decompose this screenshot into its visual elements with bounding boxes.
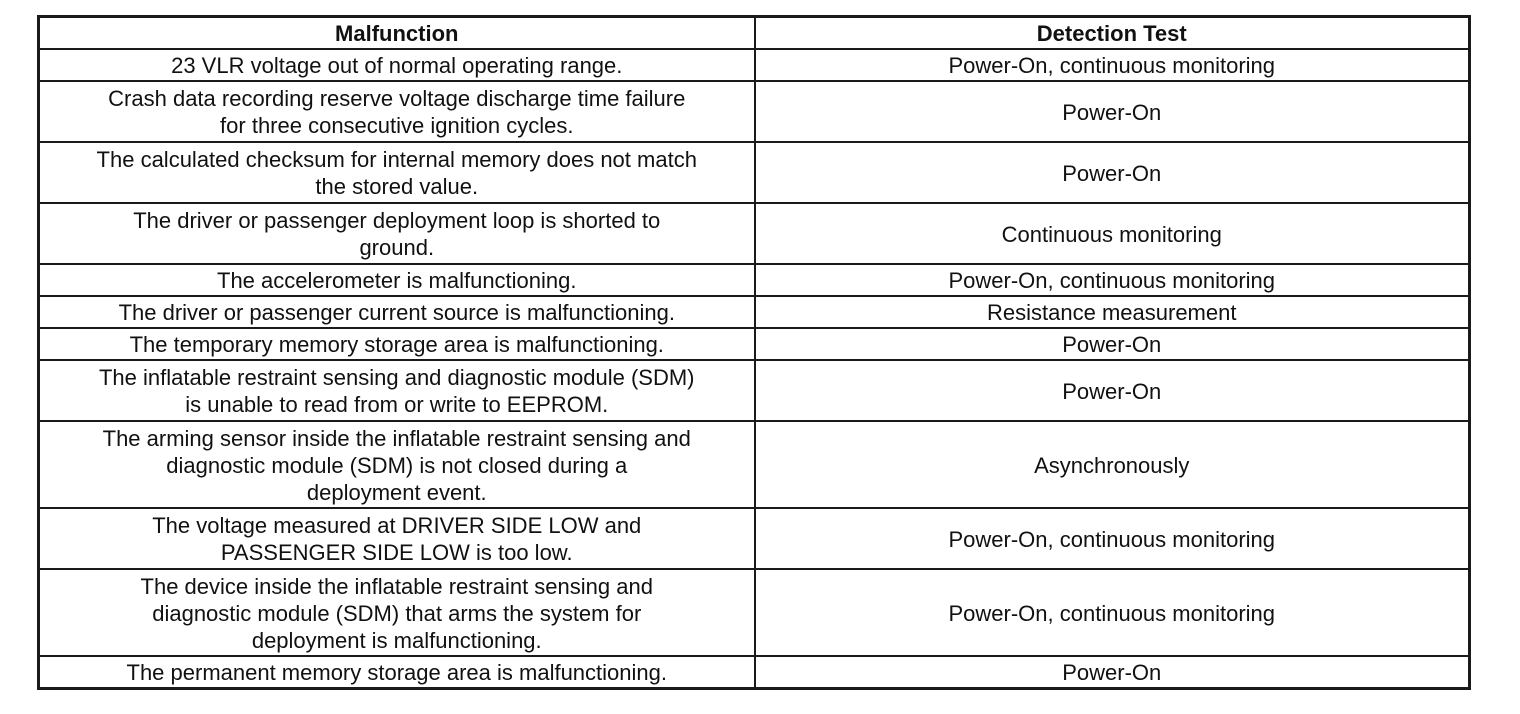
detection-test-cell: Resistance measurement xyxy=(755,296,1470,328)
table-row xyxy=(39,142,1470,203)
header-malfunction: Malfunction xyxy=(39,17,755,50)
detection-test-cell: Power-On xyxy=(755,360,1470,421)
malfunction-cell xyxy=(39,81,755,142)
table-row xyxy=(39,421,1470,508)
malfunction-line: is unable to read from or write to EEPROM. xyxy=(185,392,609,417)
malfunction-line: The driver or passenger deployment loop is shorted to xyxy=(133,208,661,233)
malfunction-line: The accelerometer is malfunctioning. xyxy=(217,268,577,293)
malfunction-line: for three consecutive ignition cycles. xyxy=(220,113,574,138)
malfunction-cell xyxy=(39,421,755,508)
table-row xyxy=(39,296,1470,328)
malfunction-cell xyxy=(39,264,755,296)
table-row xyxy=(39,49,1470,81)
malfunction-line: The device inside the inflatable restraint sensing and xyxy=(140,573,653,599)
detection-test-cell: Power-On xyxy=(755,81,1470,142)
table-row xyxy=(39,203,1470,264)
malfunction-line: The calculated checksum for internal memory does not match xyxy=(96,147,697,172)
malfunction-line: The inflatable restraint sensing and diagnostic module (SDM) xyxy=(98,365,695,390)
malfunction-line: diagnostic module (SDM) is not closed during a xyxy=(166,452,628,478)
table-row xyxy=(39,328,1470,360)
malfunction-detection-table xyxy=(37,15,1471,690)
malfunction-line: Crash data recording reserve voltage discharge time failure xyxy=(108,86,686,111)
malfunction-cell xyxy=(39,508,755,569)
header-detection-test: Detection Test xyxy=(755,17,1470,50)
table-row xyxy=(39,656,1470,689)
malfunction-cell xyxy=(39,569,755,656)
detection-test-cell: Power-On xyxy=(755,656,1470,689)
table-row xyxy=(39,508,1470,569)
detection-test-cell: Asynchronously xyxy=(755,421,1470,508)
malfunction-line: PASSENGER SIDE LOW is too low. xyxy=(220,540,573,565)
detection-test-cell: Power-On, continuous monitoring xyxy=(755,49,1470,81)
detection-test-cell: Power-On, continuous monitoring xyxy=(755,264,1470,296)
table-row xyxy=(39,360,1470,421)
header-row xyxy=(39,17,1470,50)
table-row xyxy=(39,264,1470,296)
malfunction-cell xyxy=(39,656,755,689)
malfunction-line: The arming sensor inside the inflatable restraint sensing and xyxy=(102,425,691,451)
detection-test-cell: Continuous monitoring xyxy=(755,203,1470,264)
malfunction-line: diagnostic module (SDM) that arms the system for xyxy=(152,600,642,626)
malfunction-line: deployment event. xyxy=(306,479,487,505)
malfunction-cell xyxy=(39,142,755,203)
malfunction-cell xyxy=(39,296,755,328)
malfunction-line: The permanent memory storage area is malfunctioning. xyxy=(126,660,667,685)
malfunction-line: 23 VLR voltage out of normal operating range. xyxy=(171,53,623,78)
malfunction-cell xyxy=(39,49,755,81)
malfunction-line: the stored value. xyxy=(315,174,479,199)
detection-test-cell: Power-On, continuous monitoring xyxy=(755,508,1470,569)
malfunction-cell xyxy=(39,328,755,360)
detection-test-cell: Power-On xyxy=(755,142,1470,203)
malfunction-cell xyxy=(39,203,755,264)
malfunction-line: The voltage measured at DRIVER SIDE LOW and xyxy=(152,513,642,538)
detection-test-cell: Power-On, continuous monitoring xyxy=(755,569,1470,656)
malfunction-line: deployment is malfunctioning. xyxy=(251,627,542,653)
malfunction-line: ground. xyxy=(359,235,435,260)
detection-test-cell: Power-On xyxy=(755,328,1470,360)
table-row xyxy=(39,81,1470,142)
malfunction-line: The temporary memory storage area is malfunctioning. xyxy=(129,332,664,357)
malfunction-cell xyxy=(39,360,755,421)
malfunction-line: The driver or passenger current source is malfunctioning. xyxy=(118,300,675,325)
table-row xyxy=(39,569,1470,656)
